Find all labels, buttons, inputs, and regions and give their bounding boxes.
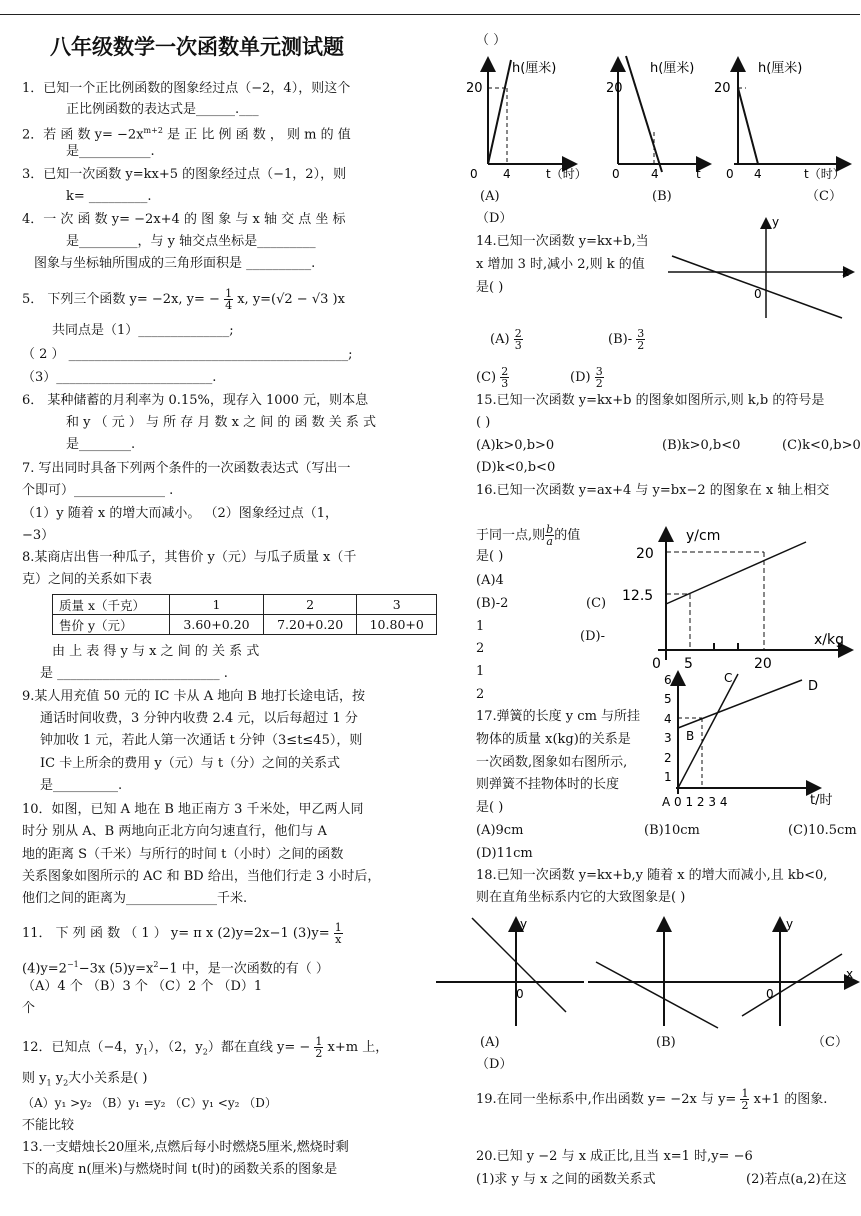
q15-opt-a: (A)k>0,b>0: [476, 438, 555, 453]
q12-line4: 不能比较: [22, 1118, 75, 1133]
q14-opt-b: (B)- $\frac{3}{2}$: [608, 327, 645, 352]
svg-text:h(厘米): h(厘米): [758, 61, 803, 76]
q17-graph: [662, 670, 856, 812]
graph-13a: [466, 60, 574, 181]
q17-line5: 是( ): [476, 800, 504, 815]
q13-opt-c: （C）: [806, 189, 842, 204]
svg-text:12.5: 12.5: [622, 588, 654, 604]
q1-line1: 1．已知一个正比例函数的图象经过点（−2，4），则这个: [22, 81, 351, 96]
svg-text:t/时: t/时: [810, 793, 833, 808]
q16-opt-c-den: 2: [476, 641, 485, 656]
q2-line1: 2．若 函 数 $y= -2x^{m+2}$ 是 正 比 例 函 数 ， 则 m 的 值: [22, 126, 351, 143]
graph-13c: [546, 60, 848, 181]
top-rule: [0, 14, 860, 15]
q14-line2: x 增加 3 时,减小 2,则 k 的值: [476, 257, 645, 272]
q10-line2: 时分 别从 A、B 两地向正北方向匀速直行，他们与 A: [22, 824, 327, 839]
q17-opt-b: (B)10cm: [644, 823, 700, 838]
q7-line2: 个即可）______________ .: [22, 483, 174, 498]
q15-opt-d: (D)k<0,b<0: [476, 460, 556, 475]
svg-text:3: 3: [664, 731, 672, 745]
table-cell: 质量 x（千克）: [53, 595, 170, 615]
table-cell: 7.20+0.20: [263, 615, 357, 635]
table-cell: 2: [263, 595, 357, 615]
table-cell: 3: [357, 595, 437, 615]
table-cell: 3.60+0.20: [170, 615, 264, 635]
page-title: 八年级数学一次函数单元测试题: [50, 35, 344, 59]
q16-line3: 是( ): [476, 549, 504, 564]
q18-line1: 18.已知一次函数 y=kx+b,y 随着 x 的增大而减小,且 kb<0,: [476, 868, 828, 883]
graph-18a: [436, 917, 584, 1026]
q1-line2: 正比例函数的表达式是______.___: [66, 102, 259, 117]
svg-text:x: x: [842, 265, 850, 279]
q13-opt-a: (A): [480, 189, 500, 204]
svg-text:6: 6: [664, 673, 672, 687]
q14-graph: [666, 214, 856, 324]
q4-line2: 是_________，与 y 轴交点坐标是_________: [66, 234, 316, 249]
q16-opt-c: (C): [586, 596, 607, 611]
q17-line4: 则弹簧不挂物体时的长度: [476, 777, 620, 792]
q13-paren: （ ）: [476, 33, 507, 48]
q11-line4: 个: [22, 1001, 36, 1016]
q18-graphs: [436, 912, 860, 1030]
svg-text:4: 4: [503, 167, 511, 181]
graph-13b: [606, 56, 708, 181]
svg-text:y: y: [786, 917, 794, 931]
q14-opt-c: (C) $\frac{2}{3}$: [476, 365, 509, 390]
q6-line1: 6． 某种储蓄的月利率为 0.15%，现存入 1000 元，则本息: [22, 393, 369, 408]
q18-opt-c: （C）: [812, 1035, 848, 1050]
q15-opt-c: (C)k<0,b>0: [782, 438, 861, 453]
q13-opt-d: （D）: [476, 211, 513, 226]
q9-line5: 是__________.: [40, 778, 123, 793]
q17-line3: 一次函数,图象如右图所示,: [476, 755, 628, 770]
q17-opt-d: (D)11cm: [476, 846, 533, 861]
svg-text:4: 4: [754, 167, 762, 181]
svg-text:A 0 1 2 3 4: A 0 1 2 3 4: [662, 795, 728, 809]
q3-line1: 3．已知一次函数 y=kx+5 的图象经过点（−1，2），则: [22, 167, 347, 182]
svg-text:0: 0: [754, 287, 762, 301]
q20-line1: 20.已知 y −2 与 x 成正比,且当 x=1 时,y= −6: [476, 1149, 753, 1164]
q16-opt-d-num: 1: [476, 664, 485, 679]
svg-text:y: y: [772, 215, 780, 229]
q11-line2: $(4)y=2^{-1}-3x$ $(5)y=x^2-1$ 中，是一次函数的有（ ）: [22, 960, 329, 977]
q5-line2: 共同点是（1）______________;: [52, 323, 234, 338]
svg-text:y/cm: y/cm: [686, 528, 721, 544]
svg-text:x: x: [846, 967, 854, 981]
q10-line4: 关系图象如图所示的 AC 和 BD 给出，当他们行走 3 小时后，: [22, 869, 381, 884]
svg-text:0: 0: [726, 167, 734, 181]
q16-line1: 16.已知一次函数 y=ax+4 与 y=bx−2 的图象在 x 轴上相交: [476, 483, 830, 498]
q4-line3: 图象与坐标轴所围成的三角形面积是 __________.: [34, 256, 316, 271]
q9-line3: 钟加收 1 元，若此人第一次通话 t 分钟（3≤t≤45），则: [40, 733, 363, 748]
q14-line1: 14.已知一次函数 y=kx+b,当: [476, 234, 649, 249]
svg-text:5: 5: [684, 656, 693, 672]
q5-line4: （3）________________________.: [22, 370, 217, 385]
table-cell: 售价 y（元）: [53, 615, 170, 635]
svg-text:20: 20: [754, 656, 772, 672]
q10-line5: 他们之间的距离为______________千米.: [22, 891, 248, 906]
svg-text:t（时）: t（时）: [804, 167, 845, 181]
q16-opt-c-num: 1: [476, 619, 485, 634]
svg-text:0: 0: [470, 167, 478, 181]
svg-text:0: 0: [516, 987, 524, 1001]
svg-text:5: 5: [664, 692, 672, 706]
q7-line1: 7. 写出同时具备下列两个条件的一次函数表达式（写出一: [22, 461, 351, 476]
q15-line2: ( ): [476, 415, 491, 430]
svg-text:20: 20: [714, 81, 731, 96]
q12-line3: （A）y₁ >y₂ （B）y₁ =y₂ （C）y₁ <y₂ （D）: [22, 1096, 277, 1110]
q5-line3: （ 2 ） ___________________________________________;: [22, 347, 353, 362]
q10-line3: 地的距离 S（千米）与所行的时间 t（小时）之间的函数: [22, 847, 344, 862]
q8-line2: 克）之间的关系如下表: [22, 572, 153, 587]
q15-opt-b: (B)k>0,b<0: [662, 438, 741, 453]
svg-text:1: 1: [664, 770, 672, 784]
q18-opt-b: (B): [656, 1035, 676, 1050]
q8-line1: 8.某商店出售一种瓜子，其售价 y（元）与瓜子质量 x（千: [22, 550, 357, 565]
q17-opt-a: (A)9cm: [476, 823, 524, 838]
svg-text:20: 20: [466, 81, 483, 96]
q14-opt-a: (A) $\frac{2}{3}$: [490, 327, 522, 352]
graph-18c: [736, 917, 856, 1026]
q12-line2: 则 $y_1$ $y_2$大小关系是( ): [22, 1071, 148, 1088]
graph-18b: [588, 920, 736, 1028]
q17-line1: 17.弹簧的长度 y cm 与所挂: [476, 709, 641, 724]
q10-line1: 10．如图，已知 A 地在 B 地正南方 3 千米处，甲乙两人同: [22, 802, 364, 817]
q13-line1: 13.一支蜡烛长20厘米,点燃后每小时燃烧5厘米,燃烧时剩: [22, 1140, 349, 1155]
q13-opt-b: (B): [652, 189, 672, 204]
q6-line2: 和 y （ 元 ） 与 所 存 月 数 x 之 间 的 函 数 关 系 式: [66, 415, 377, 430]
svg-text:t（时）: t（时）: [546, 167, 587, 181]
q3-line2: k= _________.: [66, 189, 152, 204]
q16-opt-b: (B)-2: [476, 596, 509, 611]
q13-line2: 下的高度 n(厘米)与燃烧时间 t(时)的函数关系的图象是: [22, 1162, 338, 1177]
q4-line1: 4．一 次 函 数 y= −2x+4 的 图 象 与 x 轴 交 点 坐 标: [22, 212, 346, 227]
q16-opt-a: (A)4: [476, 573, 504, 588]
svg-text:h(厘米): h(厘米): [650, 61, 695, 76]
q11-line1: 11． 下 列 函 数 （ 1 ） y= π x (2)y=2x−1 (3)y= $\frac{1}{x}$: [22, 921, 342, 946]
table-row: [53, 595, 437, 615]
svg-text:C: C: [724, 671, 733, 685]
q14-line3: 是( ): [476, 280, 504, 295]
q8-line4: 是 _________________________ .: [40, 666, 228, 681]
q6-line3: 是________.: [66, 437, 136, 452]
table-cell: 10.80+0: [357, 615, 437, 635]
q7-line4: −3）: [22, 528, 55, 543]
price-table: [52, 594, 437, 635]
q9-line1: 9.某人用充值 50 元的 IC 卡从 A 地向 B 地打长途电话，按: [22, 689, 366, 704]
svg-text:0: 0: [652, 656, 661, 672]
q18-opt-d: （D）: [476, 1057, 513, 1072]
svg-text:20: 20: [606, 81, 623, 96]
q14-opt-d: (D) $\frac{3}{2}$: [570, 365, 603, 390]
q15-line1: 15.已知一次函数 y=kx+b 的图象如图所示,则 k,b 的符号是: [476, 393, 825, 408]
q16-opt-d: (D)-: [580, 629, 605, 644]
table-cell: 1: [170, 595, 264, 615]
svg-text:0: 0: [612, 167, 620, 181]
q2-line2: 是___________.: [66, 144, 155, 159]
svg-text:B: B: [686, 729, 695, 743]
svg-text:4: 4: [651, 167, 659, 181]
q5-line1: 5． 下列三个函数 y= −2x, y= − $\frac{1}{4}$ x, y=(√2 − √3 )x: [22, 287, 345, 312]
q16-opt-d-den: 2: [476, 687, 485, 702]
q12-line1: 12．已知点（−4，$y_1$），（2，$y_2$）都在直线 y= − $\frac{1}{2}$ x+m 上，: [22, 1035, 389, 1060]
q16-line2: 于同一点,则 $\frac{b}{a}$ 的值: [476, 523, 581, 548]
q9-line2: 通话时间收费，3 分钟内收费 2.4 元，以后每超过 1 分: [40, 711, 358, 726]
q20-line2b: (2)若点(a,2)在这: [746, 1172, 847, 1187]
q16-graph: [618, 522, 856, 670]
svg-text:t: t: [696, 167, 701, 181]
q7-line3: （1）y 随着 x 的增大而减小。 （2）图象经过点（1，: [22, 506, 339, 521]
q17-opt-c: (C)10.5cm: [788, 823, 857, 838]
q17-line2: 物体的质量 x(kg)的关系是: [476, 732, 631, 747]
svg-text:x/kg: x/kg: [814, 632, 844, 648]
svg-text:0: 0: [766, 987, 774, 1001]
svg-text:y: y: [520, 917, 528, 931]
q19-line1: 19.在同一坐标系中,作出函数 y= −2x 与 y= $\frac{1}{2}$ x+1 的图象.: [476, 1087, 828, 1112]
q18-opt-a: (A): [480, 1035, 500, 1050]
q13-graphs: [466, 52, 856, 184]
table-row: [53, 615, 437, 635]
svg-text:20: 20: [636, 546, 654, 562]
q9-line4: IC 卡上所余的费用 y（元）与 t（分）之间的关系式: [40, 756, 341, 771]
q18-line2: 则在直角坐标系内它的大致图象是( ): [476, 890, 686, 905]
q11-line3: （A）4 个 （B）3 个 （C）2 个 （D）1: [22, 979, 263, 994]
q8-line3: 由 上 表 得 y 与 x 之 间 的 关 系 式: [52, 644, 260, 659]
svg-text:2: 2: [664, 751, 672, 765]
svg-text:h(厘米): h(厘米): [512, 61, 557, 76]
svg-text:4: 4: [664, 712, 672, 726]
q20-line2: (1)求 y 与 x 之间的函数关系式: [476, 1172, 656, 1187]
svg-text:D: D: [808, 679, 819, 694]
